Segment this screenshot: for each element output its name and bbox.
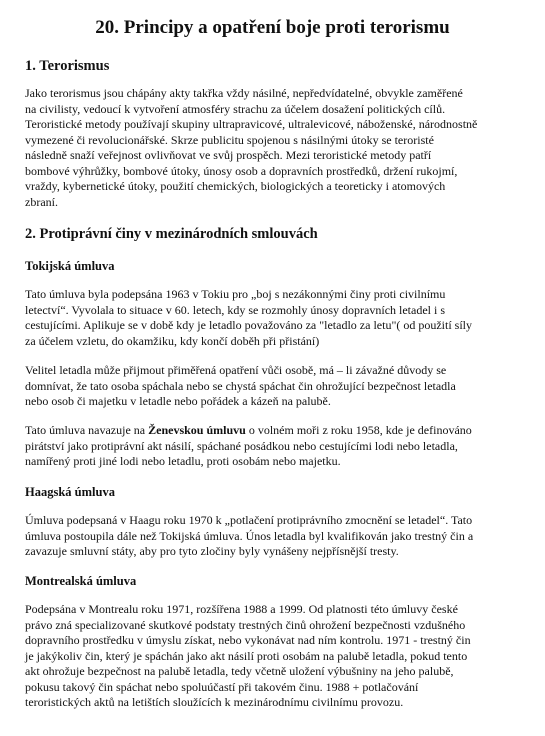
text-line: namířený proti jiné lodi nebo letadlu, proti osobám nebo majetku. — [25, 454, 341, 468]
page-title: 20. Principy a opatření boje proti terorismu — [95, 17, 450, 38]
text-line: úmluva postoupila dále než Tokijská úmluva. Únos letadla byl kvalifikován jako trestný čin a — [25, 528, 474, 543]
subheading-haagska-umluva: Haagská úmluva — [25, 485, 115, 499]
text-line: pokusu takový čin spáchat nebo spoluúčastí při takovém činu. 1988 + potlačování — [25, 679, 419, 694]
text-line: akt ohrožuje bezpečnost na palubě letadla, tedy včetně uložení výbušniny na jeho palubě, — [25, 664, 454, 678]
text-line: zavazuje smluvní státy, aby pro tyto zločiny byly vynášeny nejpřísnější tresty. — [25, 544, 399, 558]
text-line: na civilisty, vedoucí k vytvoření atmosféry strachu za účelem dosažení politických cílů. — [25, 101, 446, 116]
text-line: za účelem vzletu, do okamžiku, kdy končí doběh při přistání) — [25, 333, 320, 348]
text-line: následně snaží veřejnost ovlivňovat ve svůj prospěch. Mezi teroristické metody patří — [25, 148, 432, 162]
text-line — [25, 423, 525, 439]
text-line: bombové výhrůžky, bombové útoky, únosy osob a dopravních prostředků, držení rukojmí, — [25, 163, 458, 178]
text-line: Podepsána v Montrealu roku 1971, rozšířena 1988 a 1999. Od platnosti této úmluvy české — [25, 602, 458, 616]
subheading-montrealska-umluva: Montrealská úmluva — [25, 574, 137, 588]
text-line: Úmluva podepsaná v Haagu roku 1970 k „potlačení protiprávního zmocnění se letadel“. Tato — [25, 513, 473, 527]
text-line: vraždy, kybernetické útoky, použití chemických, biologických a teoreticky i atomových — [25, 179, 446, 193]
text-line: Tato úmluva byla podepsána 1963 v Tokiu pro „boj s nezákonnými činy proti civilnímu — [25, 287, 446, 301]
text-run: Tato úmluva navazuje na — [25, 423, 149, 437]
text-line: právo zná specializované skutkové podstaty trestných činů ohrožení bezpečnosti vzdušného — [25, 617, 466, 632]
text-line: domnívat, že tato osoba spáchala nebo se chystá spáchat čin ohrožující bezpečnost letadla — [25, 378, 456, 393]
text-run: o volném moři z roku 1958, kde je definováno — [245, 423, 472, 437]
section-heading-protipravni-ciny: 2. Protiprávní činy v mezinárodních smlouvách — [25, 226, 318, 242]
text-line: zbraní. — [25, 194, 58, 209]
text-line: letectví“. Vyvolala to situace v 60. letech, kdy se rozmohly únosy dopravních letadel i s — [25, 302, 445, 317]
text-line: Velitel letadla může přijmout přiměřená opatření vůči osobě, má – li závažné důvody se — [25, 363, 447, 377]
text-line: Jako terorismus jsou chápány akty takřka vždy násilné, nepředvídatelné, obvykle zaměřené — [25, 86, 463, 100]
text-line: vymezené či revolucionářské. Skrze publicitu spojenou s násilnými útoky se teroristé — [25, 132, 434, 147]
text-line: cestujícími. Aplikuje se v době kdy je letadlo považováno za "letadlo za letu"( od použití síly — [25, 318, 473, 332]
text-line: teroristických aktů na letištích sloužících k mezinárodnímu civilnímu provozu. — [25, 695, 404, 709]
paragraph-tokijska-3 — [25, 423, 525, 470]
text-line: nebo osob či majetku v letadle nebo pořádek a kázeň na palubě. — [25, 394, 331, 408]
paragraph-haagska — [25, 513, 525, 560]
text-line: dopravního prostředku v úmyslu získat, nebo vykonávat nad ním kontrolu. 1971 - trestný čin — [25, 633, 471, 647]
paragraph-tokijska-1 — [25, 287, 525, 349]
section-heading-terorismus: 1. Terorismus — [25, 58, 110, 74]
paragraph-tokijska-2 — [25, 363, 525, 410]
text-line: je jakýkoliv čin, který je spáchán jako akt násilí proti osobám na palubě letadla, pokud tento — [25, 648, 468, 663]
text-line: Teroristické metody používají skupiny ultrapravicové, ultralevicové, náboženské, národnostně — [25, 117, 478, 131]
paragraph-montrealska — [25, 602, 525, 711]
bold-term-zenevska-umluva: Ženevskou úmluvu — [148, 423, 246, 437]
subheading-tokijska-umluva: Tokijská úmluva — [25, 259, 115, 273]
paragraph-terorismus — [25, 86, 525, 210]
text-line: pirátství jako protiprávní akt násilí, spáchané posádkou nebo cestujícími lodi nebo letadla, — [25, 438, 458, 453]
